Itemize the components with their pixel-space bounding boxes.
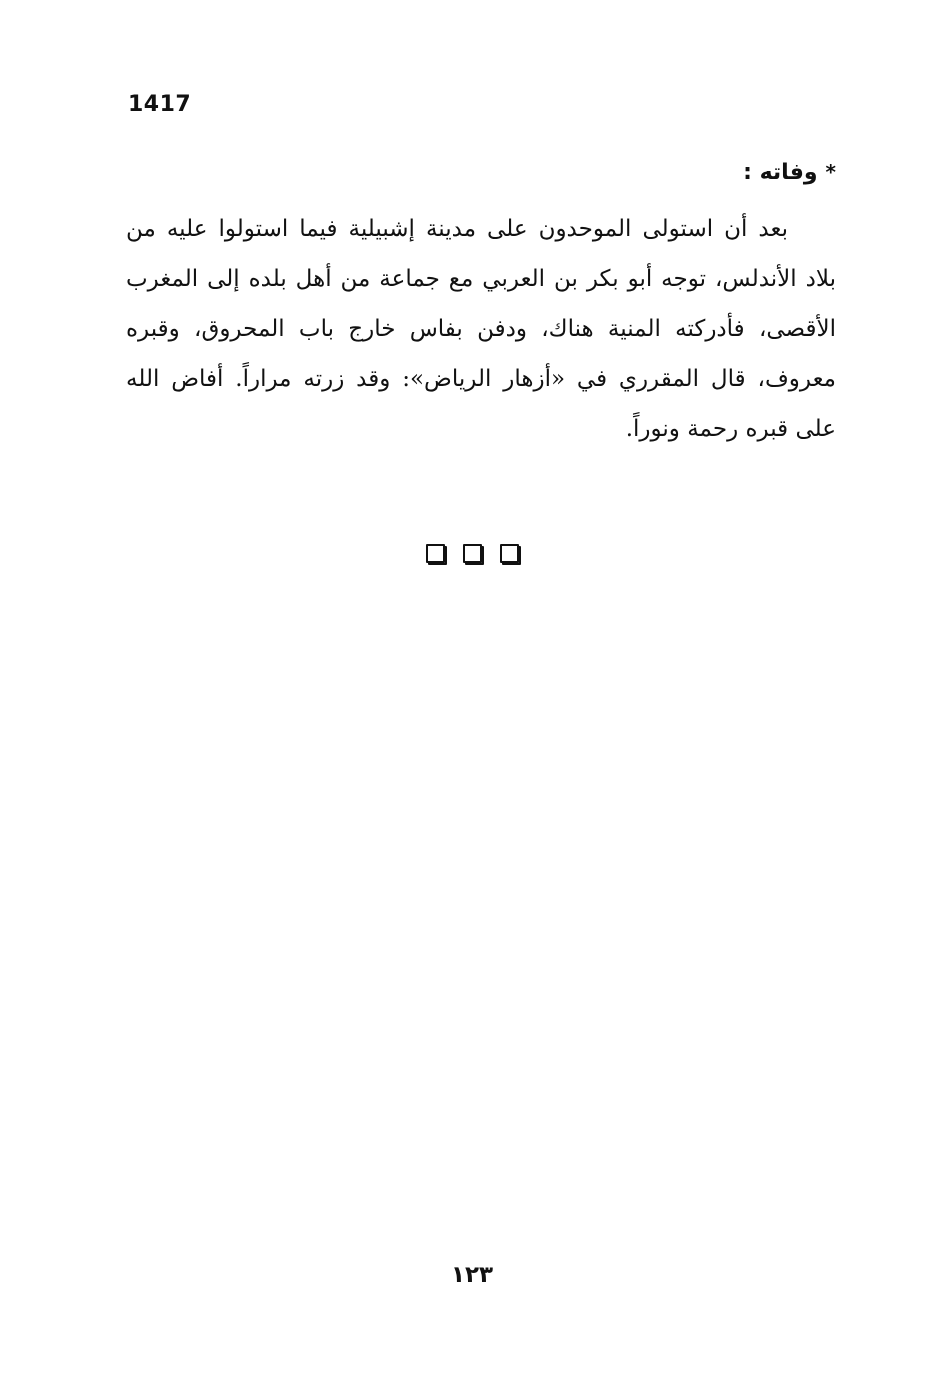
separator-square-icon bbox=[463, 544, 482, 563]
section-heading bbox=[743, 154, 836, 191]
separator-square-icon bbox=[426, 544, 445, 563]
section-separator bbox=[0, 544, 944, 563]
paragraph: بعد أن استولى الموحدون على مدينة إشبيلية فيما استولوا عليه من بلاد الأندلس، توجه أبو بكر بن العربي مع جماعة من أهل بلده إلى المغرب الأقصى، فأدركته المنية هناك، ودفن بفاس خارج باب المحروق، وقبره معروف، قال المقرري في «أزهار الرياض»: وقد زرته مراراً. أفاض الله على قبره رحمة ونوراً. bbox=[126, 216, 836, 442]
separator-square-icon bbox=[500, 544, 519, 563]
bottom-page-number: ١٢٣ bbox=[450, 1262, 494, 1288]
asterisk-bullet-icon: * bbox=[825, 160, 836, 184]
body-text bbox=[126, 204, 836, 454]
top-page-number: 1417 bbox=[128, 92, 192, 117]
section-heading-text: وفاته : bbox=[743, 160, 818, 185]
